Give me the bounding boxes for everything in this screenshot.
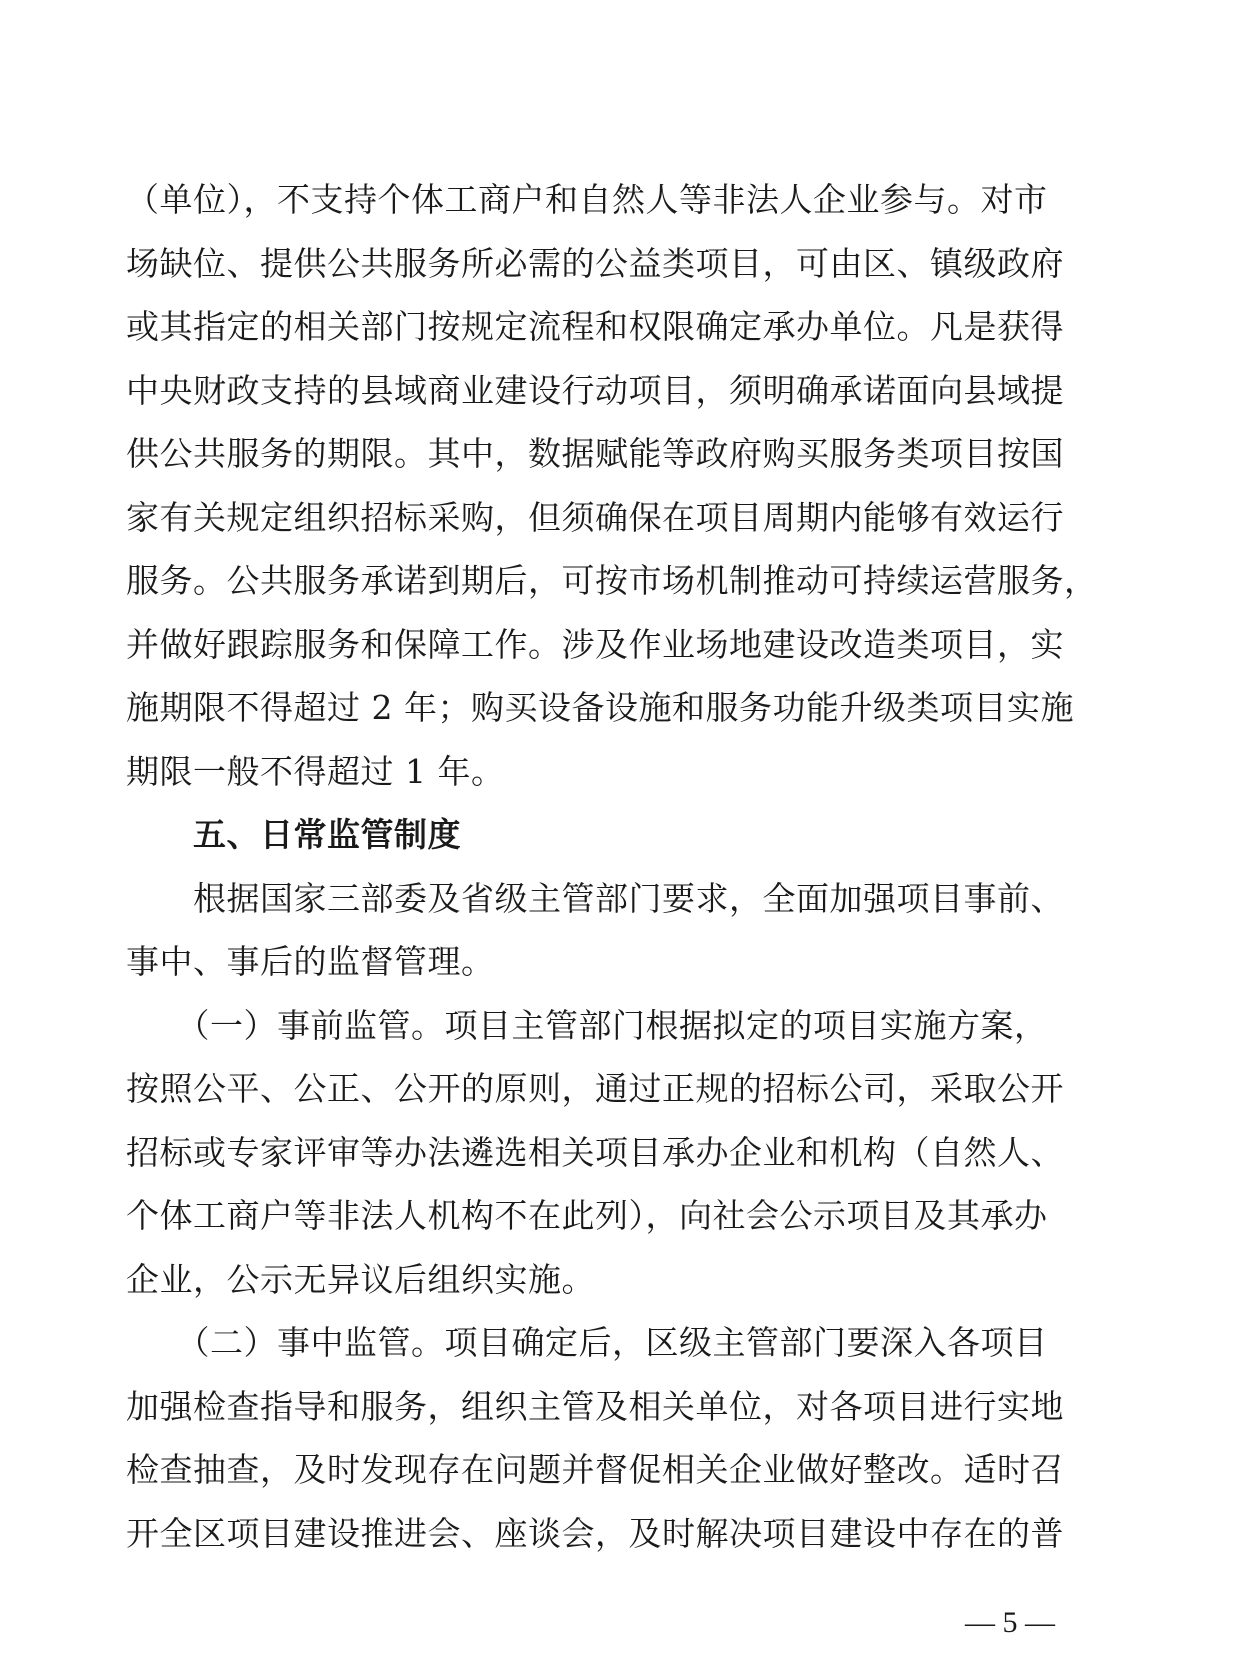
text-line: 或其指定的相关部门按规定流程和权限确定承办单位。凡是获得 bbox=[126, 307, 1064, 346]
text-line: 加强检查指导和服务，组织主管及相关单位，对各项目进行实地 bbox=[126, 1386, 1064, 1426]
text-line: 期限一般不得超过 1 年。 bbox=[126, 751, 505, 791]
text-line: 供公共服务的期限。其中，数据赋能等政府购买服务类项目按国 bbox=[126, 434, 1064, 473]
text-line: 按照公平、公正、公开的原则，通过正规的招标公司，采取公开 bbox=[126, 1069, 1064, 1108]
text-line: 家有关规定组织招标采购，但须确保在项目周期内能够有效运行 bbox=[126, 497, 1064, 537]
section-heading: 五、日常监管制度 bbox=[126, 815, 461, 854]
text-line: 个体工商户等非法人机构不在此列），向社会公示项目及其承办 bbox=[126, 1196, 1048, 1235]
document-body bbox=[126, 168, 1098, 1565]
text-line: 开全区项目建设推进会、座谈会，及时解决项目建设中存在的普 bbox=[126, 1513, 1064, 1553]
text-line: （二）事中监管。项目确定后，区级主管部门要深入各项目 bbox=[126, 1323, 1048, 1362]
text-line: 中央财政支持的县域商业建设行动项目，须明确承诺面向县域提 bbox=[126, 370, 1064, 410]
text-line: 企业，公示无异议后组织实施。 bbox=[126, 1259, 595, 1299]
text-line: 事中、事后的监督管理。 bbox=[126, 942, 495, 981]
text-line: 服务。公共服务承诺到期后，可按市场机制推动可持续运营服务， bbox=[126, 561, 1098, 600]
text-line: （一）事前监管。项目主管部门根据拟定的项目实施方案， bbox=[126, 1005, 1048, 1045]
text-line: 并做好跟踪服务和保障工作。涉及作业场地建设改造类项目，实 bbox=[126, 624, 1064, 664]
text-line: 场缺位、提供公共服务所必需的公益类项目，可由区、镇级政府 bbox=[126, 243, 1064, 283]
text-line: 招标或专家评审等办法遴选相关项目承办企业和机构（自然人、 bbox=[126, 1132, 1064, 1172]
text-line: 检查抽查，及时发现存在问题并督促相关企业做好整改。适时召 bbox=[126, 1450, 1064, 1489]
text-line: （单位），不支持个体工商户和自然人等非法人企业参与。对市 bbox=[126, 180, 1048, 219]
text-line: 根据国家三部委及省级主管部门要求，全面加强项目事前、 bbox=[126, 878, 1064, 918]
text-line: 施期限不得超过 2 年；购买设备设施和服务功能升级类项目实施 bbox=[126, 688, 1074, 727]
page-number: — 5 — bbox=[965, 1606, 1055, 1639]
